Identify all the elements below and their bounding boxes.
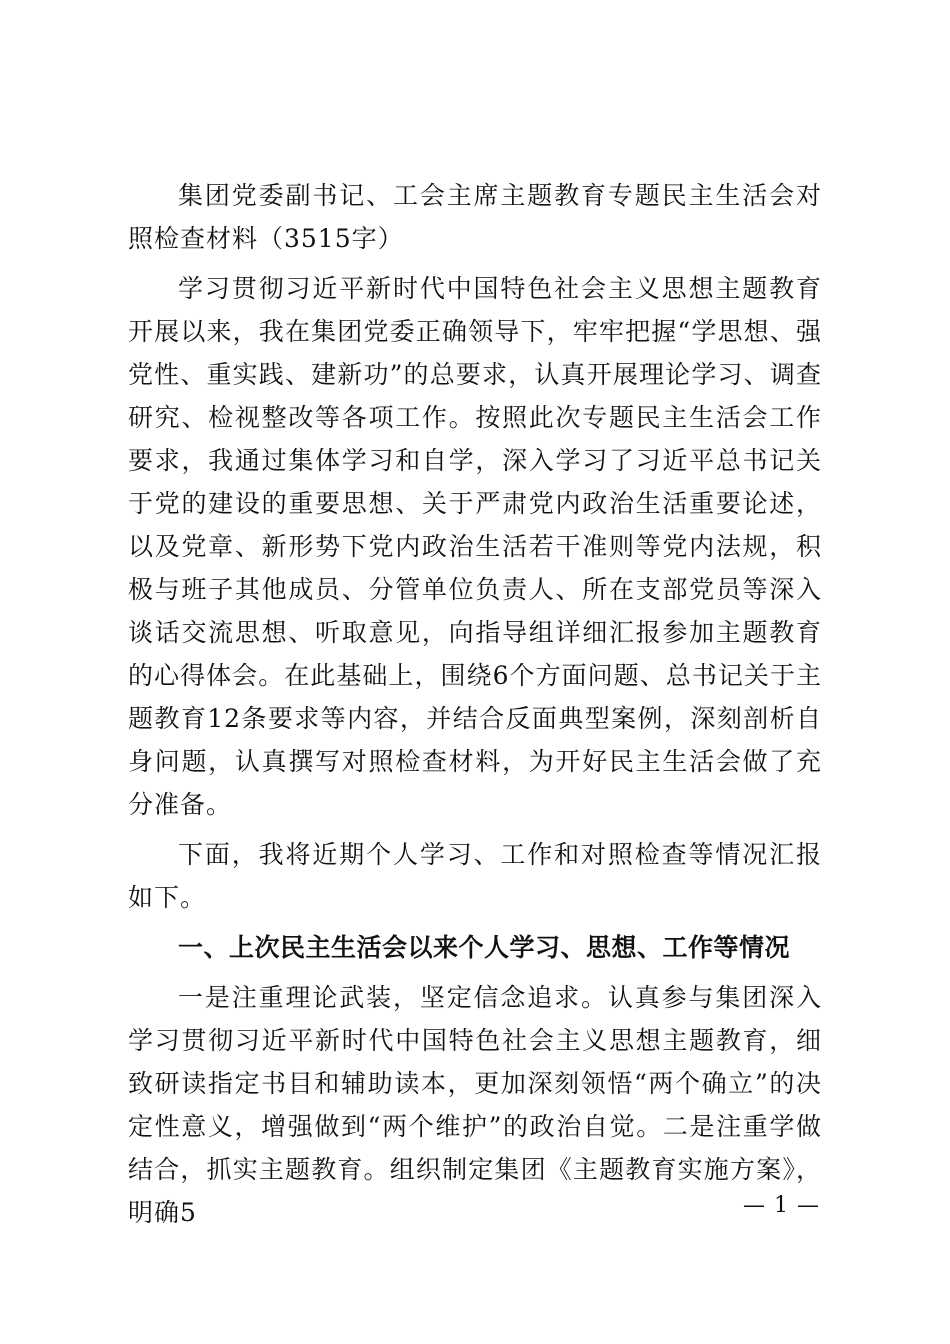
spacer xyxy=(128,826,822,833)
section-heading: 一、上次民主生活会以来个人学习、思想、工作等情况 xyxy=(178,933,791,962)
document-body xyxy=(128,174,822,1234)
document-title: 集团党委副书记、工会主席主题教育专题民主生活会对照检查材料（3515字） xyxy=(128,181,822,253)
intro-paragraph: 学习贯彻习近平新时代中国特色社会主义思想主题教育开展以来，我在集团党委正确领导下，牢牢把握“学思想、强党性、重实践、建新功”的总要求，认真开展理论学习、调查研究、检视整改等各项工作。按照此次专题民主生活会工作要求，我通过集体学习和自学，深入学习了习近平总书记关于党的建设的重要思想、关于严肃党内政治生活重要论述，以及党章、新形势下党内政治生活若干准则等党内法规，积极与班子其他成员、分管单位负责人、所在支部党员等深入谈话交流思想、听取意见，向指导组详细汇报参加主题教育的心得体会。在此基础上，围绕6个方面问题、总书记关于主题教育12条要求等内容，并结合反面典型案例，深刻剖析自身问题，认真撰写对照检查材料，为开好民主生活会做了充分准备。 xyxy=(128,274,822,819)
report-intro-paragraph: 下面，我将近期个人学习、工作和对照检查等情况汇报如下。 xyxy=(128,840,822,912)
spacer xyxy=(128,260,822,267)
section-paragraph: 一是注重理论武装，坚定信念追求。认真参与集团深入学习贯彻习近平新时代中国特色社会主义思想主题教育，细致研读指定书目和辅助读本，更加深刻领悟“两个确立”的决定性意义，增强做到“两个维护”的政治自觉。二是注重学做结合，抓实主题教育。组织制定集团《主题教育实施方案》，明确5 xyxy=(128,983,822,1227)
page-number: — 1 — xyxy=(743,1193,820,1218)
spacer xyxy=(128,969,822,976)
spacer xyxy=(128,919,822,926)
